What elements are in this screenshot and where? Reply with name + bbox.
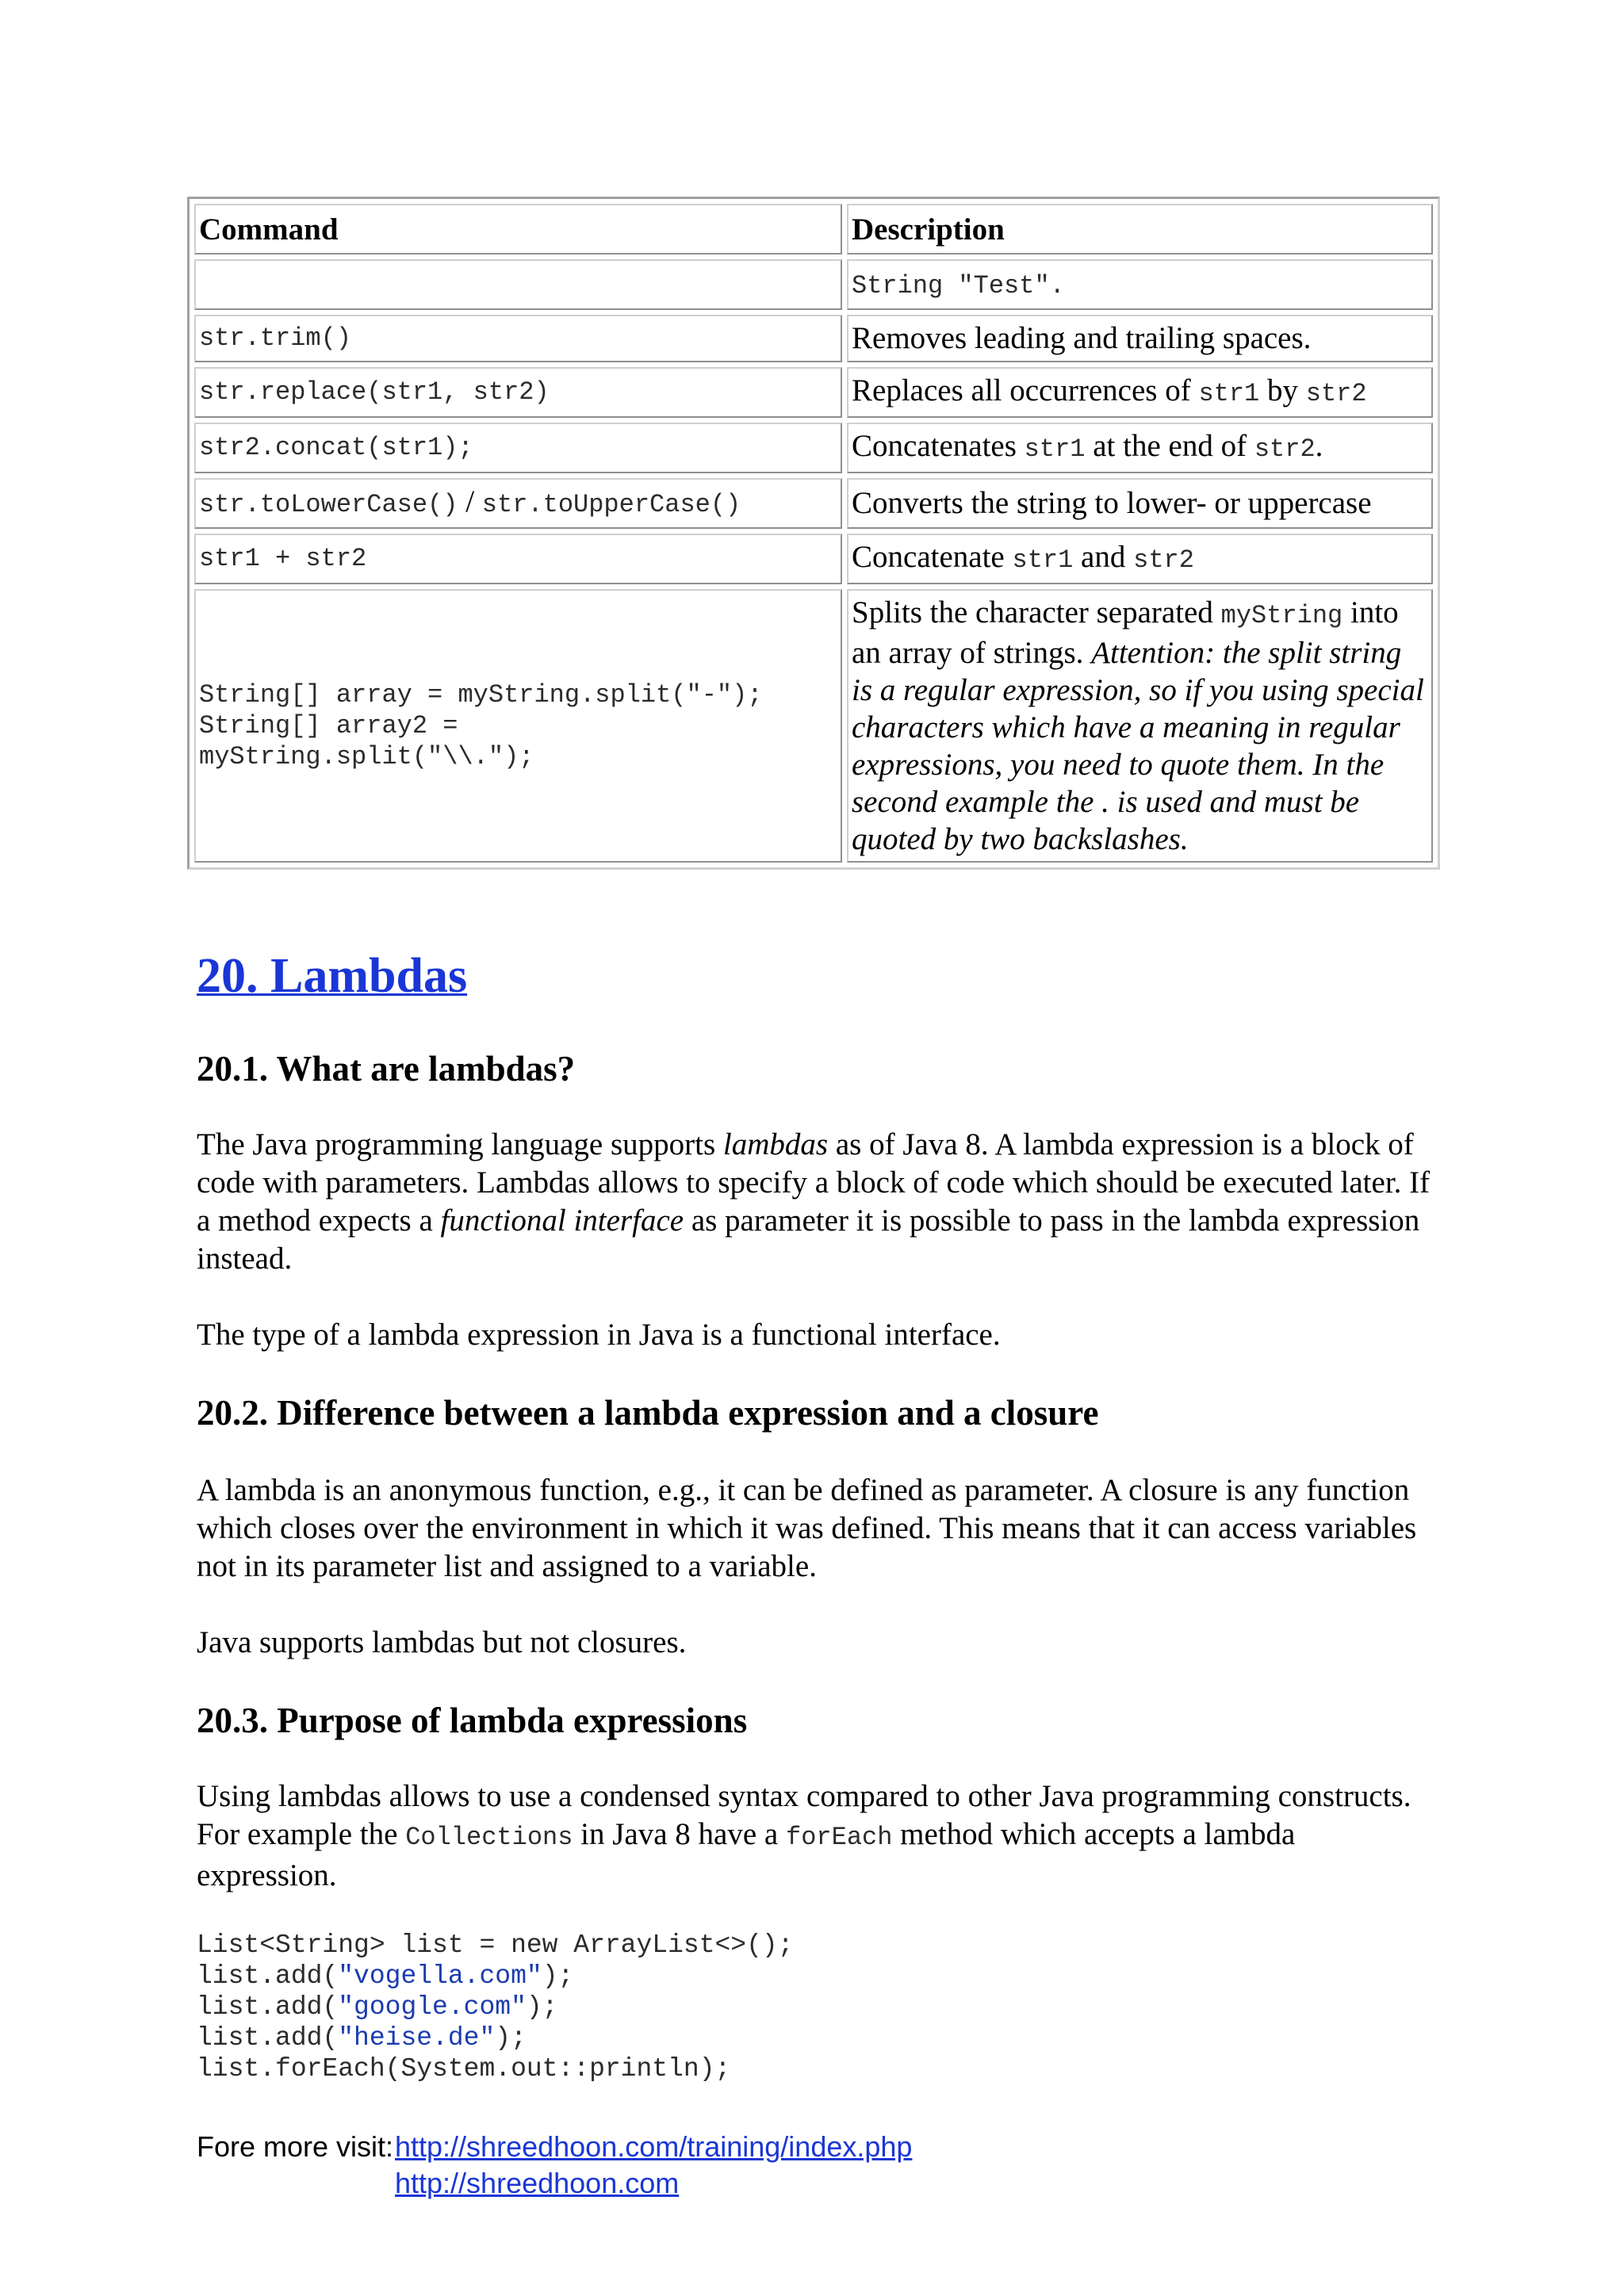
footer-link-training[interactable]: http://shreedhoon.com/training/index.php — [395, 2130, 913, 2163]
table-cell-command: str2.concat(str1); — [194, 423, 842, 473]
description-text: "Test". — [943, 271, 1065, 300]
code-text: list.add( — [197, 1961, 339, 1991]
table-cell-description: Removes leading and trailing spaces. — [847, 315, 1433, 362]
table-header-row — [194, 204, 1433, 254]
footer-line-1 — [197, 2129, 912, 2165]
section-heading-lambda-vs-closure: 20.2. Difference between a lambda expression and a closure — [197, 1393, 1099, 1433]
code-line — [197, 1961, 573, 1991]
chapter-title-link[interactable]: 20. Lambdas — [197, 949, 468, 1003]
header-command: Command — [194, 204, 842, 254]
text-span: as parameter it is possible to pass in the lambda expression instead. — [197, 1203, 1420, 1276]
table-cell-description — [847, 534, 1433, 584]
inline-code: str2 — [1133, 545, 1194, 575]
description-text: Concatenates — [852, 429, 1025, 463]
inline-code: str.toLowerCase() — [199, 490, 458, 519]
inline-code: myString — [1220, 601, 1343, 630]
table-cell-description — [847, 589, 1433, 863]
description-text: and — [1073, 540, 1134, 574]
table-cell-command — [194, 589, 842, 863]
inline-code: Collections — [405, 1823, 573, 1852]
text-span: method which accepts a lambda expression. — [197, 1817, 1296, 1892]
code-line — [197, 2023, 527, 2053]
paragraph-closure-explanation: A lambda is an anonymous function, e.g., it can be defined as parameter. A closure is any function which closes over the environment in which it was defined. This means that it can access variables not in its parameter list and assigned to a variable. — [197, 1473, 1417, 1583]
emphasis-text: lambdas — [722, 1127, 829, 1161]
table-row — [194, 259, 1433, 310]
paragraph-lambda-type: The type of a lambda expression in Java is a functional interface. — [197, 1318, 1001, 1352]
table-row — [194, 423, 1433, 473]
inline-code: forEach — [786, 1823, 893, 1852]
table-cell-description — [847, 423, 1433, 473]
code-line: List<String> list = new ArrayList<>(); — [197, 1931, 794, 1960]
code-line: list.forEach(System.out::println); — [197, 2054, 731, 2084]
table-cell-command: str.replace(str1, str2) — [194, 367, 842, 418]
chapter-title — [197, 948, 467, 1004]
code-text: ); — [526, 1992, 558, 2022]
footer-line-2 — [197, 2165, 912, 2202]
description-text: Splits the character separated — [852, 595, 1221, 629]
table-row — [194, 478, 1433, 529]
footer — [197, 2129, 912, 2202]
text-span: Using lambdas allows to use a condensed syntax compared to other Java programming constructs. For example the — [197, 1779, 1411, 1851]
table-cell-description: Converts the string to lower- or uppercase — [847, 478, 1433, 529]
text-span: as of Java 8. A lambda expression is a block of code with parameters. Lambdas allows to specify a block of code which should be executed later. If a method expects a — [197, 1127, 1431, 1238]
inline-code: str1 — [1012, 545, 1074, 575]
section-heading-purpose: 20.3. Purpose of lambda expressions — [197, 1701, 748, 1740]
inline-code: str1 — [1198, 379, 1260, 408]
code-string: "heise.de" — [338, 2023, 496, 2053]
code-text: list.add( — [197, 2023, 339, 2053]
string-commands-table — [187, 197, 1440, 870]
code-text: list.add( — [197, 1992, 339, 2022]
section-heading-what-are-lambdas: 20.1. What are lambdas? — [197, 1049, 576, 1089]
code-string: "vogella.com" — [338, 1961, 542, 1991]
paragraph-java-supports: Java supports lambdas but not closures. — [197, 1625, 687, 1659]
table-row — [194, 367, 1433, 418]
inline-code: str1 — [1024, 434, 1086, 464]
table-cell-command-empty — [194, 259, 842, 310]
table-row — [194, 315, 1433, 362]
table-cell-command: str1 + str2 — [194, 534, 842, 584]
paragraph-purpose — [197, 1777, 1434, 1895]
description-text: . — [1315, 429, 1323, 463]
code-block-foreach — [197, 1930, 794, 2084]
inline-code: str.toUpperCase() — [481, 490, 741, 519]
table-cell-description — [847, 367, 1433, 418]
table-cell-command — [194, 478, 842, 529]
table-cell-description — [847, 259, 1433, 310]
description-text: Concatenate — [852, 540, 1013, 574]
inline-code: String — [852, 271, 944, 300]
description-text: into an array of strings. — [852, 595, 1399, 670]
inline-code: str2 — [1305, 379, 1367, 408]
description-text: by — [1259, 373, 1306, 408]
description-text: at the end of — [1085, 429, 1254, 463]
code-text: ); — [495, 2023, 527, 2053]
code-line: myString.split("\\."); — [199, 742, 534, 771]
separator-text: / — [458, 484, 482, 519]
code-text: ); — [542, 1961, 574, 1991]
paragraph-lambdas-intro — [197, 1126, 1434, 1278]
table-cell-command: str.trim() — [194, 315, 842, 362]
code-string: "google.com" — [338, 1992, 527, 2022]
emphasis-text: functional interface — [440, 1203, 684, 1238]
attention-note: Attention: the split string is a regular expression, so if you using special characters which have a meaning in regular expressions, you need to quote them. In the second example the . is used and must be quoted by two backslashes. — [852, 636, 1424, 856]
description-text: Replaces all occurrences of — [852, 373, 1199, 408]
header-description: Description — [847, 204, 1433, 254]
footer-label: Fore more visit: — [197, 2130, 394, 2163]
text-span: in Java 8 have a — [573, 1817, 786, 1851]
footer-link-home[interactable]: http://shreedhoon.com — [395, 2167, 680, 2199]
inline-code: str2 — [1254, 434, 1316, 464]
code-line — [197, 1992, 557, 2022]
code-line: String[] array2 = — [199, 711, 458, 740]
code-line: String[] array = myString.split("-"); — [199, 680, 763, 710]
table-row — [194, 534, 1433, 584]
table-row — [194, 589, 1433, 863]
text-span: The Java programming language supports — [197, 1127, 723, 1161]
